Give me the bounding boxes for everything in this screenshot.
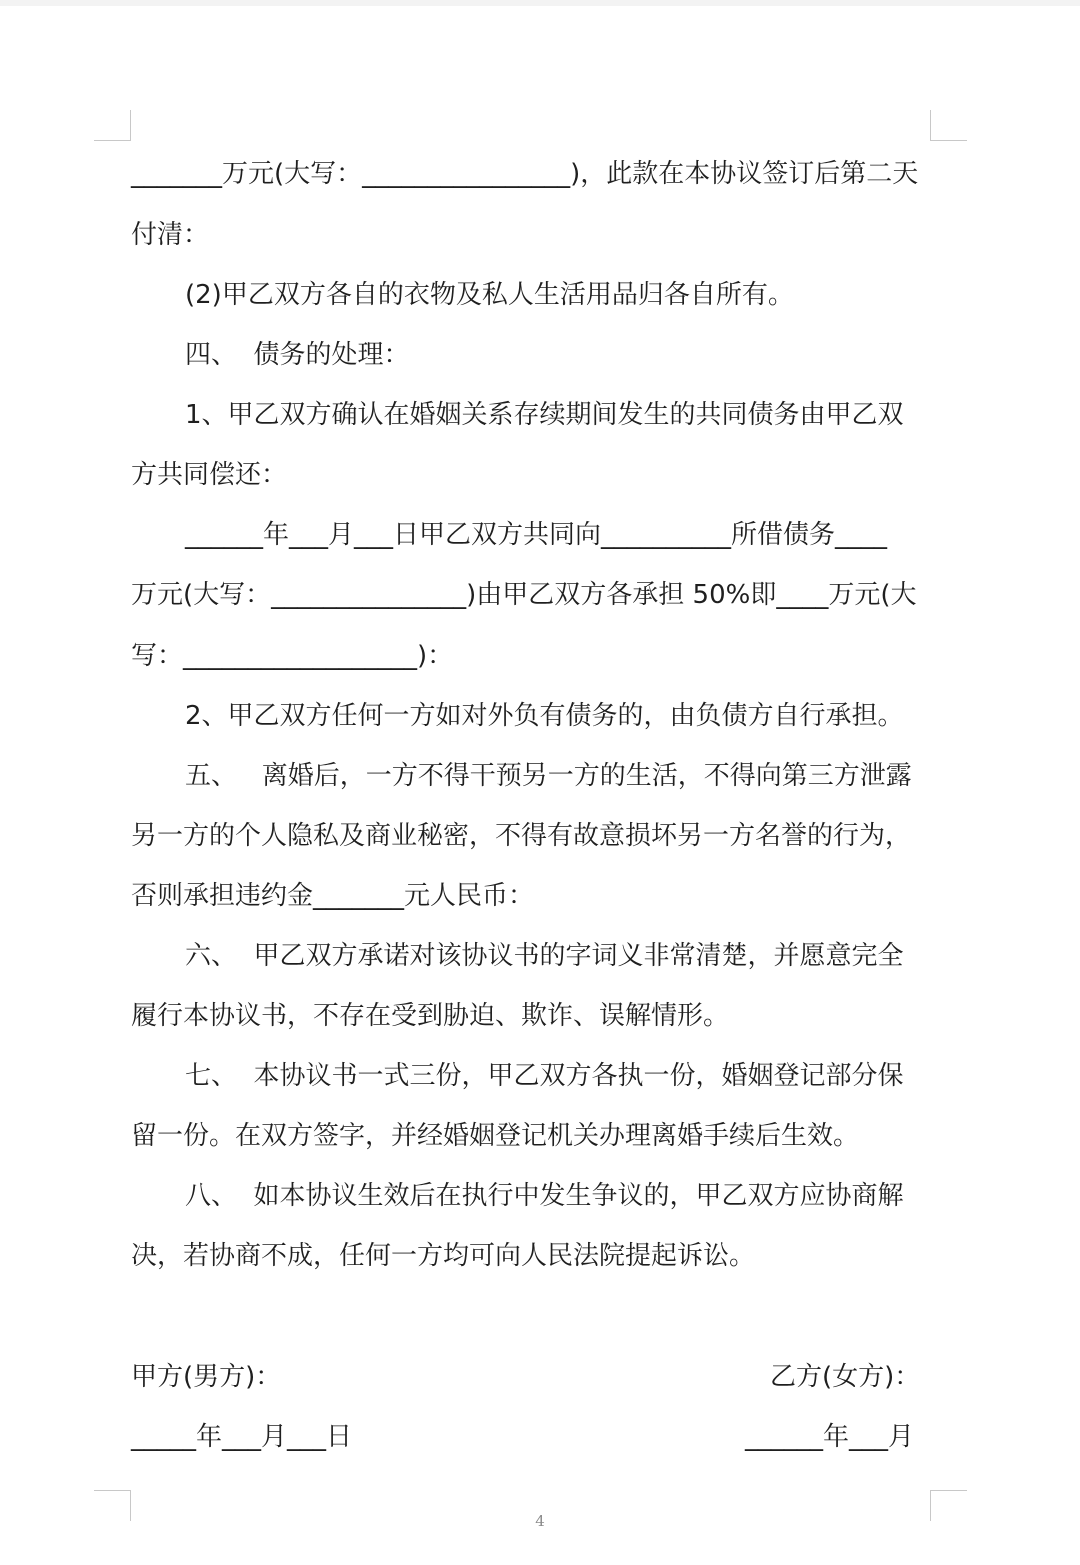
text-line: 六、 甲乙双方承诺对该协议书的字词义非常清楚，并愿意完全 (185, 941, 904, 971)
text-line: 履行本协议书，不存在受到胁迫、欺诈、误解情形。 (131, 1001, 730, 1031)
party-a-label: 甲方(男方)： (131, 1362, 282, 1392)
text-line: 万元(大写：_______________)由甲乙双方各承担 50%即____万元(大 (131, 580, 917, 610)
page-top-edge (0, 0, 1080, 6)
text-line: 另一方的个人隐私及商业秘密，不得有故意损坏另一方名誉的行为， (131, 821, 912, 851)
text-line: 否则承担违约金_______元人民币： (131, 881, 535, 911)
text-line: 决，若协商不成，任何一方均可向人民法院提起诉讼。 (131, 1241, 756, 1271)
text-line: ______年___月___日甲乙双方共同向__________所借债务____ (185, 520, 888, 550)
text-line: 付清： (131, 220, 210, 250)
party-b-date: ______年___月 (745, 1422, 915, 1452)
party-a-date: _____年___月___日 (131, 1422, 353, 1452)
text-line: 2、甲乙双方任何一方如对外负有债务的，由负债方自行承担。 (185, 701, 904, 731)
party-b-label: 乙方(女方)： (770, 1362, 921, 1392)
text-line: 七、 本协议书一式三份，甲乙双方各执一份，婚姻登记部分保 (185, 1061, 904, 1091)
crop-mark-top-right (930, 110, 967, 141)
crop-mark-top-left (94, 110, 131, 141)
text-line: (2)甲乙双方各自的衣物及私人生活用品归各自所有。 (185, 280, 794, 310)
page-number: 4 (535, 1512, 545, 1530)
text-line: 方共同偿还： (131, 460, 288, 490)
text-line: 留一份。在双方签字，并经婚姻登记机关办理离婚手续后生效。 (131, 1121, 860, 1151)
text-line: 写：__________________)： (131, 641, 454, 671)
text-line: 五、 离婚后，一方不得干预另一方的生活，不得向第三方泄露 (185, 761, 912, 791)
section-heading: 四、 债务的处理： (185, 340, 410, 370)
text-line: _______万元(大写：________________)，此款在本协议签订后第二天 (131, 159, 919, 189)
text-line: 1、甲乙双方确认在婚姻关系存续期间发生的共同债务由甲乙双 (185, 400, 904, 430)
text-line: 八、 如本协议生效后在执行中发生争议的，甲乙双方应协商解 (185, 1181, 904, 1211)
